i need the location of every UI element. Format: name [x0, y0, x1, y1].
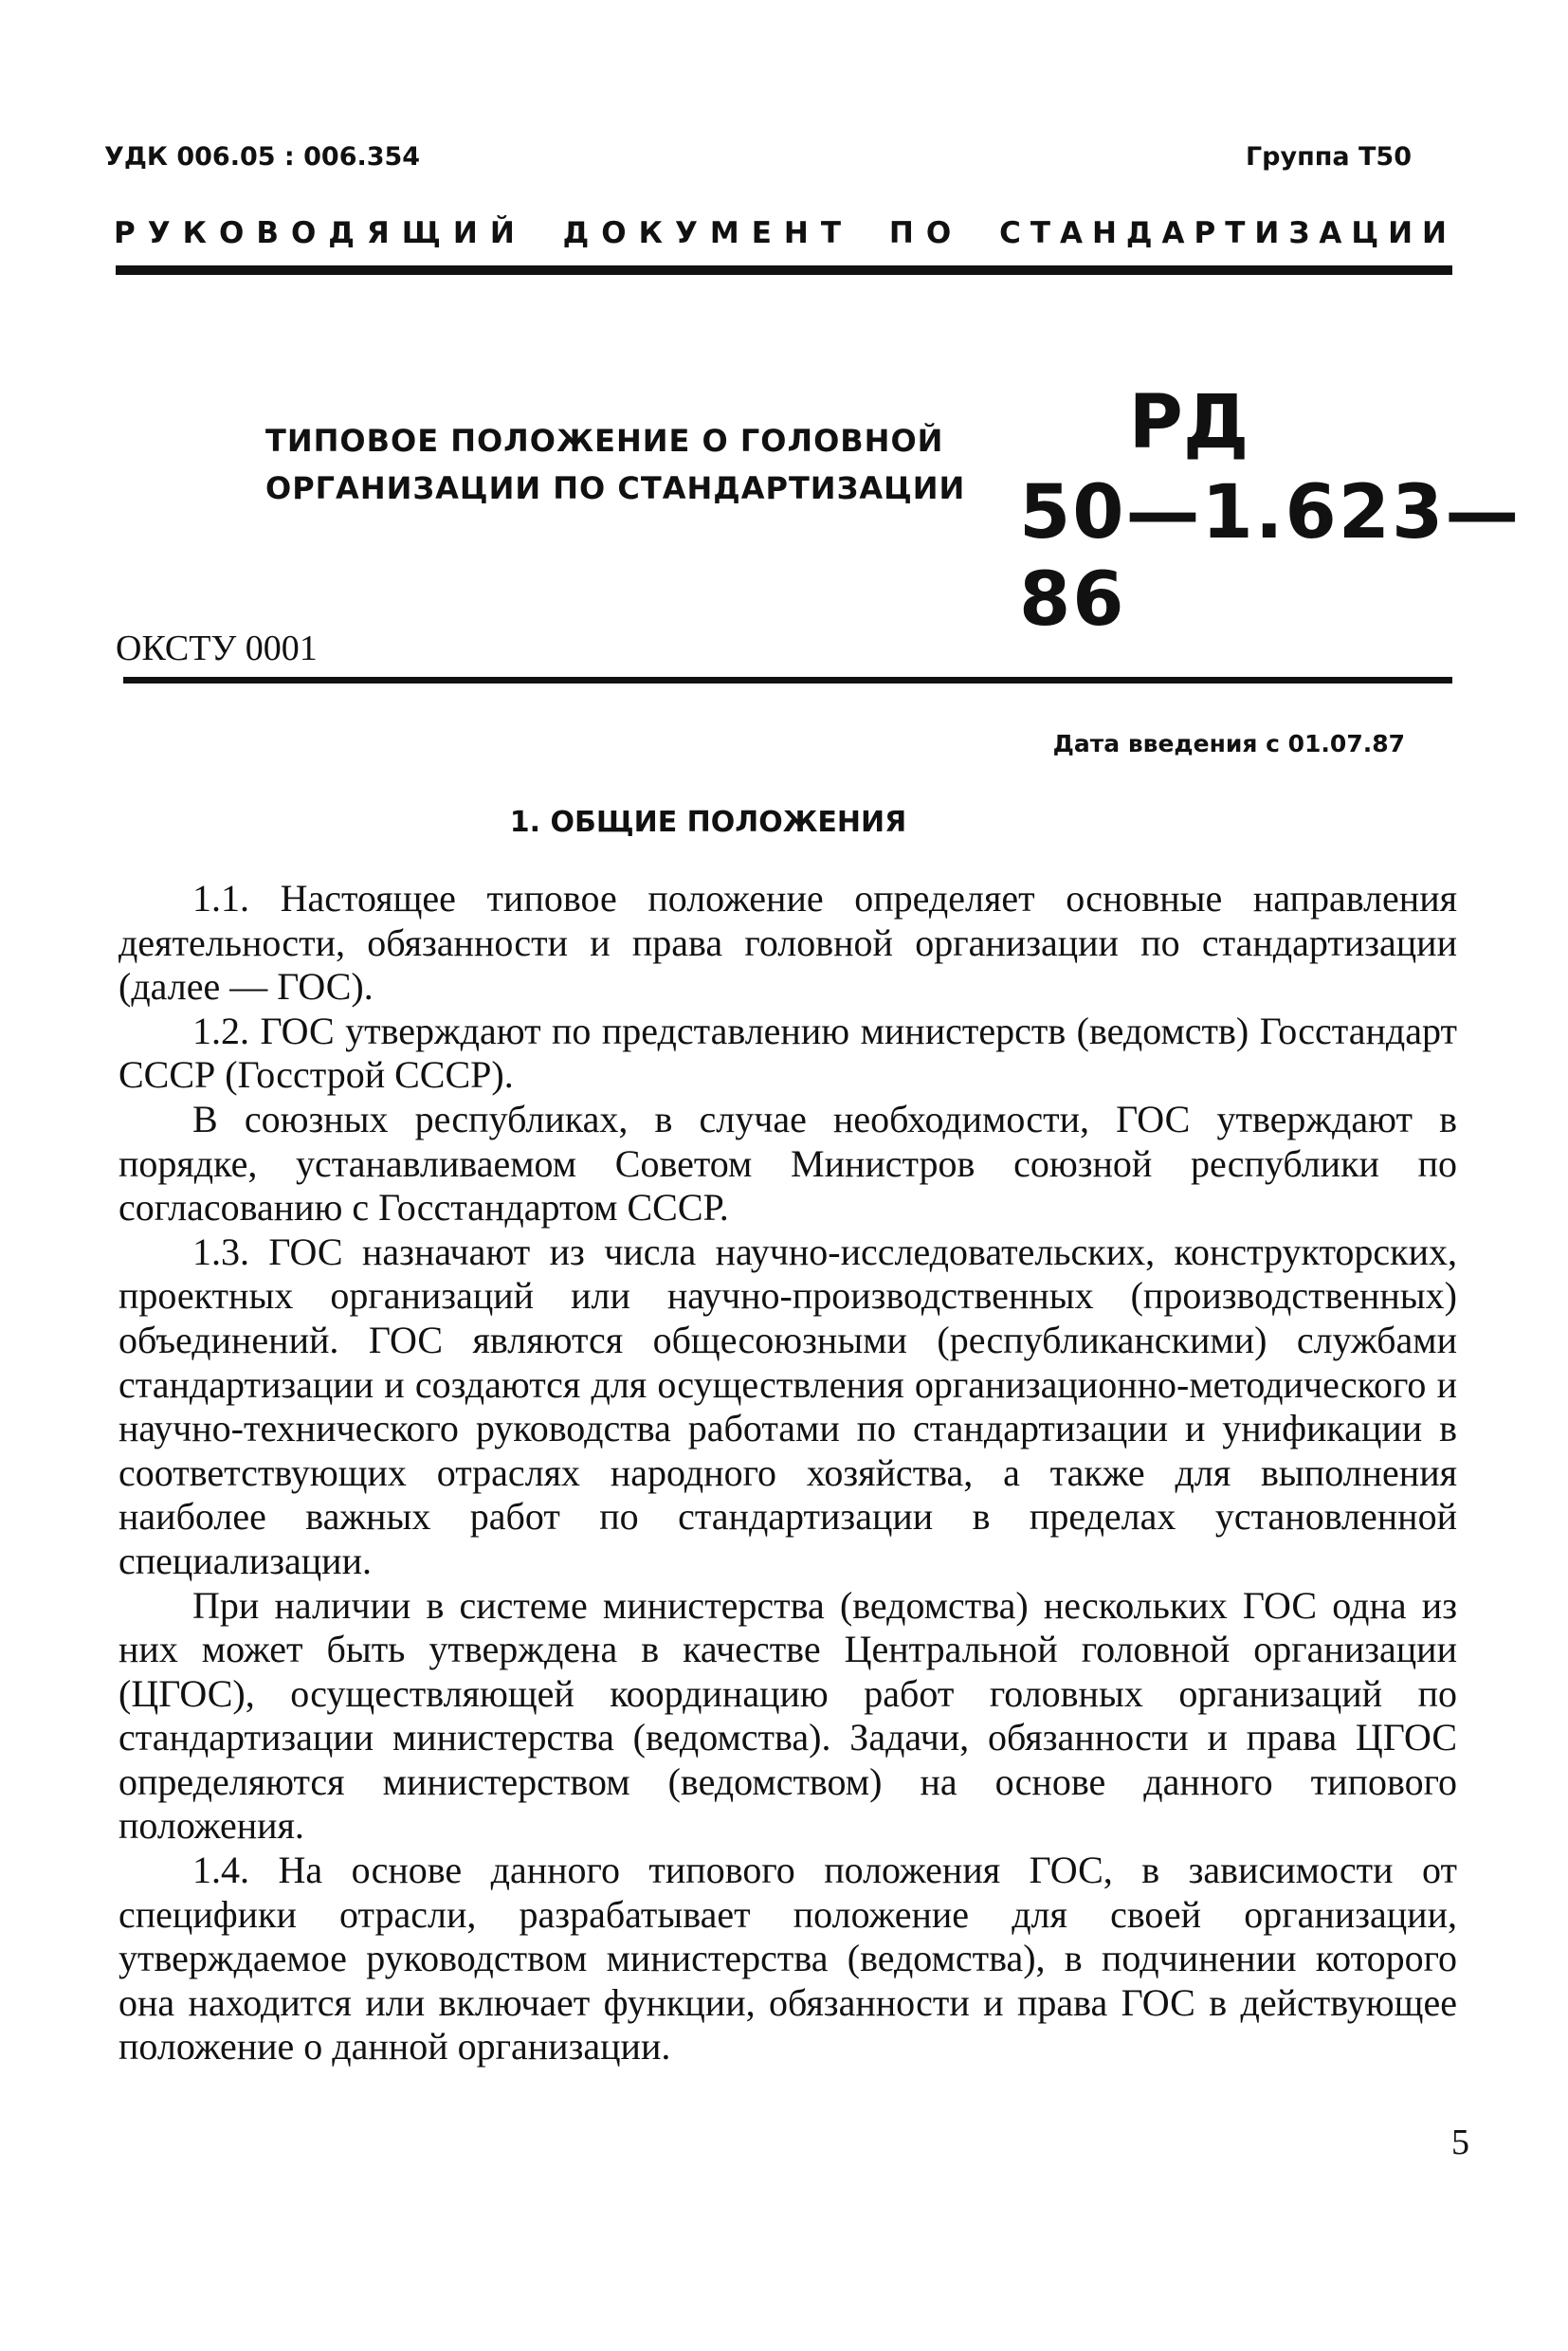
doctype-word: СТАНДАРТИЗАЦИИ: [999, 216, 1456, 250]
title-line: ТИПОВОЕ ПОЛОЖЕНИЕ О ГОЛОВНОЙ: [265, 423, 944, 459]
rd-number: 50—1.623—86: [1019, 470, 1522, 643]
okstu-code: ОКСТУ 0001: [116, 629, 318, 668]
top-rule-divider: [116, 265, 1452, 275]
udk-code: УДК 006.05 : 006.354: [104, 142, 421, 172]
paragraph: 1.1. Настоящее типовое положение определяет основные направления деятельности, обязанности и права головной организации по стандартизации (далее — ГОС).: [119, 877, 1457, 1009]
doctype-word: ПО: [888, 216, 964, 250]
doctype-word: РУКОВОДЯЩИЙ: [114, 216, 527, 250]
section-heading-text: 1. ОБЩИЕ ПОЛОЖЕНИЯ: [509, 806, 907, 839]
page-number: 5: [1451, 2123, 1469, 2162]
paragraph: При наличии в системе министерства (ведомства) нескольких ГОС одна из них может быть утверждена в качестве Центральной головной организации (ЦГОС), осуществляющей координацию работ головных организаций по стандартизации министерства (ведомства). Задачи, обязанности и права ЦГОС определяются министерством (ведомством) на основе данного типового положения.: [119, 1583, 1457, 1848]
title-line: ОРГАНИЗАЦИИ ПО СТАНДАРТИЗАЦИИ: [265, 470, 966, 506]
paragraph: 1.4. На основе данного типового положения ГОС, в зависимости от специфики отрасли, разрабатывает положение для своей организации, утверждаемое руководством министерства (ведомства), в подчинении которого она находится или включает функции, обязанности и права ГОС в действующее положение о данной организации.: [119, 1849, 1457, 2069]
rd-prefix: РД: [1128, 380, 1249, 465]
paragraph: 1.2. ГОС утверждают по представлению министерств (ведомств) Госстандарт СССР (Госстрой СССР).: [119, 1009, 1457, 1097]
paragraph: В союзных республиках, в случае необходимости, ГОС утверждают в порядке, устанавливаемом Советом Министров союзной республики по согласованию с Госстандартом СССР.: [119, 1097, 1457, 1230]
document-type-banner: [114, 216, 1456, 250]
group-code: Группа Т50: [1245, 142, 1412, 172]
body-text: [119, 877, 1457, 2069]
doctype-word: ДОКУМЕНТ: [562, 216, 853, 250]
paragraph: 1.3. ГОС назначают из числа научно-исследовательских, конструкторских, проектных организаций или научно-производственных (производственных) объединений. ГОС являются общесоюзными (республиканскими) службами стандартизации и создаются для осуществления организационно-методического и научно-технического руководства работами по стандартизации и унификации в соответствующих отраслях народного хозяйства, а также для выполнения наиболее важных работ по стандартизации в пределах установленной специализации.: [119, 1230, 1457, 1582]
document-title: [265, 417, 965, 512]
section-heading: [0, 806, 1568, 839]
introduction-date: Дата введения с 01.07.87: [1052, 730, 1405, 757]
middle-rule-divider: [123, 677, 1452, 683]
